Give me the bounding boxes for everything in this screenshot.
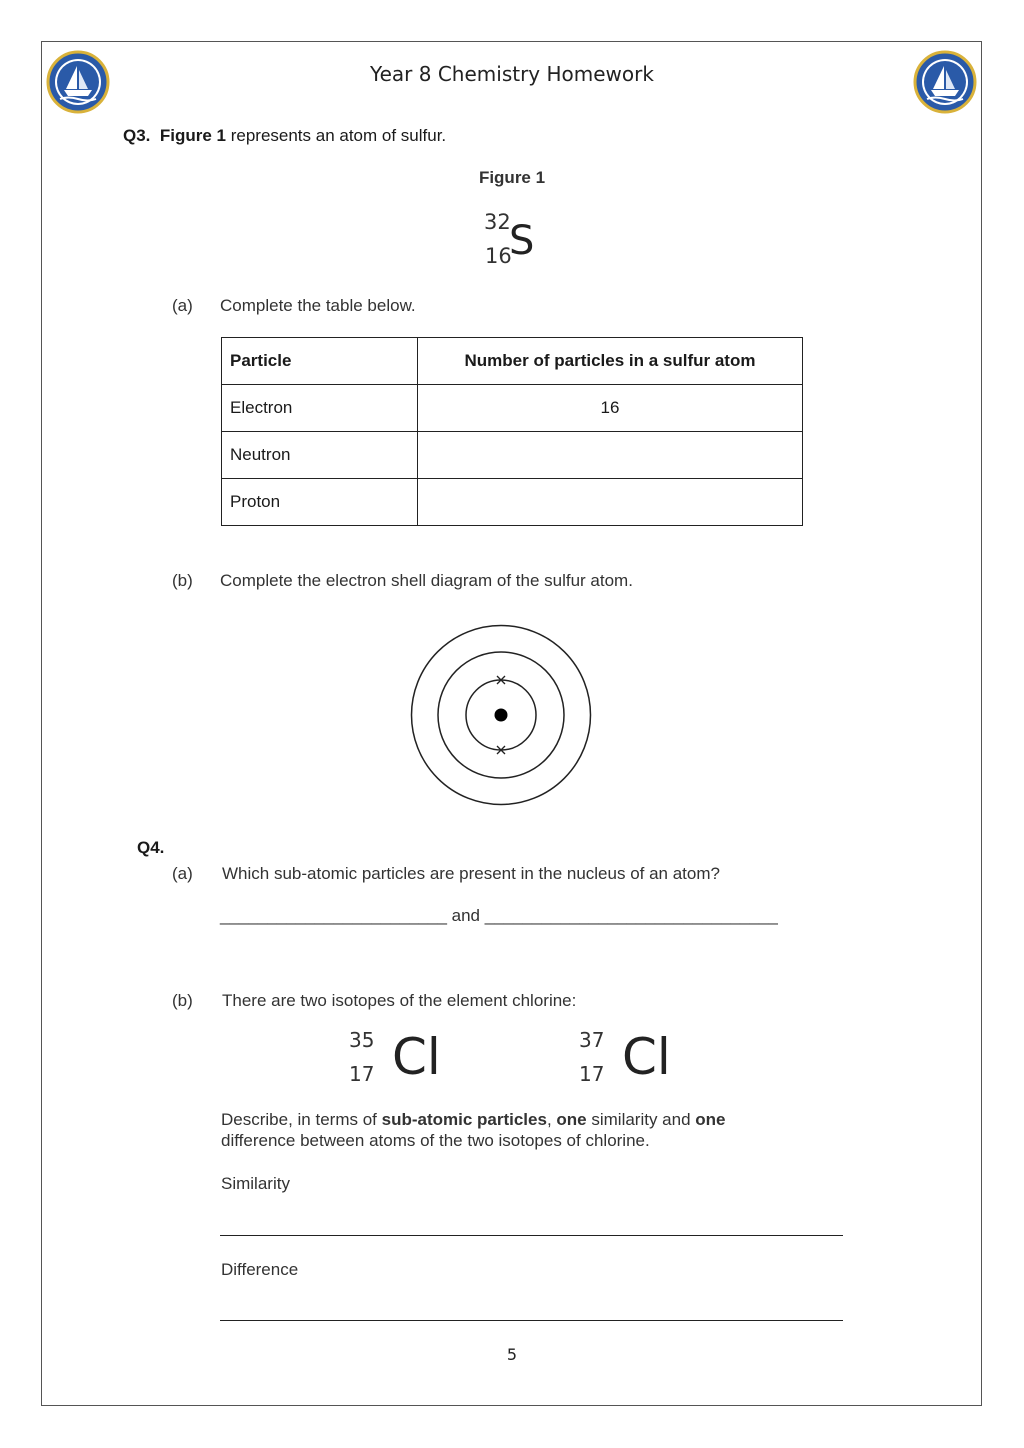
chlorine-37-notation [578, 1026, 688, 1088]
describe-bold: one [695, 1110, 726, 1129]
q3a-label: (a) [172, 296, 193, 315]
sulfur-mass-number: 32 [484, 210, 511, 234]
sulfur-symbol: S [509, 218, 535, 264]
describe-bold: sub-atomic particles [381, 1110, 547, 1129]
q4-number: Q4. [137, 838, 165, 857]
table-header-count: Number of particles in a sulfur atom [418, 338, 803, 385]
table-row [222, 385, 803, 432]
q4b-text: There are two isotopes of the element chlorine: [222, 991, 577, 1010]
describe-text: Describe, in terms of [221, 1110, 382, 1129]
similarity-label: Similarity [221, 1174, 290, 1193]
q4b-describe [221, 1109, 861, 1151]
chlorine-mass-number: 37 [579, 1028, 605, 1052]
q3a-text: Complete the table below. [220, 296, 416, 315]
chlorine-symbol: Cl [392, 1028, 441, 1086]
table-row [222, 479, 803, 526]
table-cell-count: 16 [418, 385, 803, 432]
describe-text: , [546, 1110, 557, 1129]
similarity-answer-line[interactable] [220, 1235, 843, 1236]
answer-connector: and [446, 906, 485, 925]
chlorine-mass-number: 35 [349, 1028, 375, 1052]
answer-blank-right[interactable]: _______________________________ [484, 906, 778, 925]
table-cell-particle: Neutron [222, 432, 418, 479]
table-cell-particle: Proton [222, 479, 418, 526]
sulfur-isotope-notation [484, 208, 544, 270]
table-cell-particle: Electron [222, 385, 418, 432]
sulfur-atomic-number: 16 [485, 244, 512, 268]
chlorine-symbol: Cl [622, 1028, 671, 1086]
q3-intro [123, 126, 446, 146]
answer-blank-left[interactable]: ________________________ [220, 906, 447, 925]
q3b-text: Complete the electron shell diagram of the sulfur atom. [220, 571, 633, 590]
chlorine-atomic-number: 17 [579, 1062, 605, 1086]
q3b-label: (b) [172, 571, 193, 590]
nucleus [495, 709, 508, 722]
describe-bold: one [556, 1110, 587, 1129]
particles-table [221, 337, 803, 526]
table-answer-cell[interactable] [418, 479, 803, 526]
q4a-answer-blanks[interactable] [220, 906, 778, 926]
difference-answer-line[interactable] [220, 1320, 843, 1321]
difference-label: Difference [221, 1260, 299, 1279]
figure-title: Figure 1 [478, 168, 546, 187]
q4a-text: Which sub-atomic particles are present in the nucleus of an atom? [222, 864, 720, 883]
table-header-particle: Particle [222, 338, 418, 385]
describe-text: difference between atoms of the two isotopes of chlorine. [221, 1131, 650, 1150]
table-answer-cell[interactable] [418, 432, 803, 479]
q4a-label: (a) [172, 864, 193, 883]
page-number: 5 [506, 1345, 518, 1364]
electron-shell-diagram[interactable] [406, 620, 596, 810]
page-title: Year 8 Chemistry Homework [370, 62, 654, 86]
chlorine-35-notation [348, 1026, 458, 1088]
table-row [222, 432, 803, 479]
q3-number: Q3. [123, 126, 151, 145]
q3-intro-text: represents an atom of sulfur. [225, 126, 447, 145]
describe-text: similarity and [586, 1110, 696, 1129]
chlorine-atomic-number: 17 [349, 1062, 375, 1086]
table-header-row [222, 338, 803, 385]
q3-intro-bold: Figure 1 [159, 126, 226, 145]
q4b-label: (b) [172, 991, 193, 1010]
